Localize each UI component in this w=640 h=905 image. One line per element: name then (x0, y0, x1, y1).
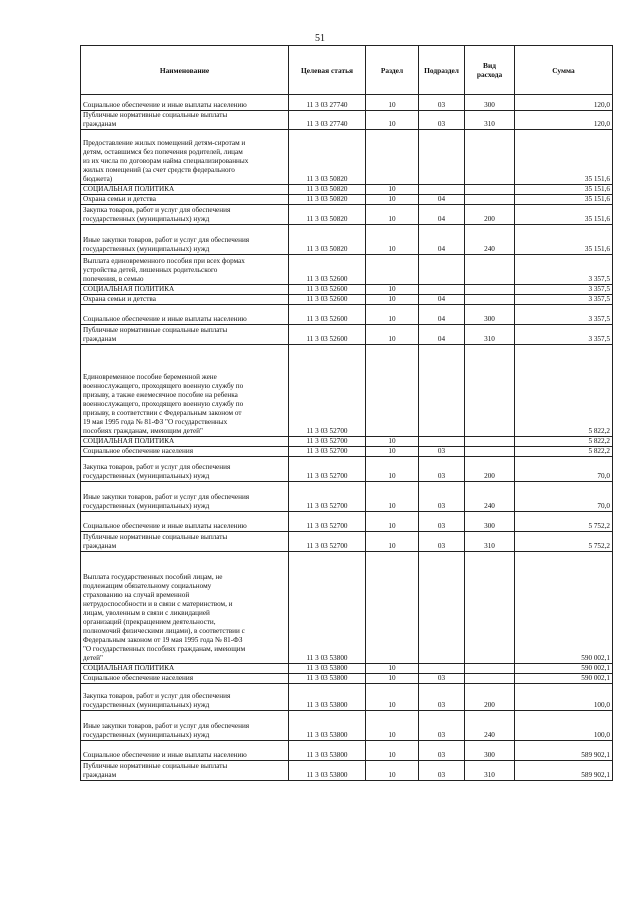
row-subsection: 03 (419, 711, 465, 741)
row-name: Выплата государственных пособий лицам, не подлежащим обязательному социальному страхованию на случай временной нетрудоспособности и в связи с материнством, и лицам, уволенным в связи с ликвидацией организаций (прекращением деятельности, полномочий физическими лицами), в соответствии с Федеральным законом от 19 мая 1995 года № 81-ФЗ "О государственных пособиях гражданам, имеющим детей" (81, 552, 289, 664)
table-row (81, 741, 613, 761)
table-header (81, 46, 613, 95)
row-amount: 590 002,1 (515, 674, 613, 684)
row-expense-type: 310 (465, 325, 515, 345)
table-row (81, 111, 613, 130)
table-row (81, 345, 613, 437)
row-subsection (419, 664, 465, 674)
table-row (81, 285, 613, 295)
table-row (81, 130, 613, 185)
row-subsection: 03 (419, 674, 465, 684)
row-amount: 590 002,1 (515, 664, 613, 674)
row-section: 10 (366, 457, 419, 482)
row-expense-type: 310 (465, 532, 515, 552)
header-amount: Сумма (515, 46, 613, 95)
row-target-article: 11 3 03 52700 (289, 457, 366, 482)
row-amount: 100,0 (515, 711, 613, 741)
row-amount: 5 752,2 (515, 532, 613, 552)
row-section: 10 (366, 674, 419, 684)
row-expense-type (465, 185, 515, 195)
row-section: 10 (366, 305, 419, 325)
row-expense-type (465, 345, 515, 437)
row-section (366, 255, 419, 285)
row-expense-type (465, 664, 515, 674)
table-row (81, 447, 613, 457)
row-expense-type: 200 (465, 205, 515, 225)
row-subsection (419, 285, 465, 295)
table-row (81, 185, 613, 195)
row-name: Выплата единовременного пособия при всех формах устройства детей, лишенных родительского попечения, в семью (81, 255, 289, 285)
row-amount: 589 902,1 (515, 741, 613, 761)
row-subsection (419, 130, 465, 185)
row-expense-type: 310 (465, 111, 515, 130)
table-row (81, 255, 613, 285)
row-name: Единовременное пособие беременной жене военнослужащего, проходящего военную службу по призыву, а также ежемесячное пособие на ребенка военнослужащего, проходящего военную службу по призыву, в соответствии с Федеральным законом от 19 мая 1995 года № 81-ФЗ "О государственных пособиях гражданам, имеющим детей" (81, 345, 289, 437)
row-section: 10 (366, 664, 419, 674)
row-name: Иные закупки товаров, работ и услуг для обеспечения государственных (муниципальных) нужд (81, 482, 289, 512)
table-row (81, 295, 613, 305)
header-expense-type: Вид расхода (465, 46, 515, 95)
row-section: 10 (366, 512, 419, 532)
row-name: Охрана семьи и детства (81, 295, 289, 305)
row-name: СОЦИАЛЬНАЯ ПОЛИТИКА (81, 285, 289, 295)
row-name: СОЦИАЛЬНАЯ ПОЛИТИКА (81, 437, 289, 447)
row-expense-type (465, 674, 515, 684)
row-target-article: 11 3 03 50820 (289, 205, 366, 225)
table-row (81, 532, 613, 552)
row-section: 10 (366, 225, 419, 255)
header-row (81, 46, 613, 95)
row-section (366, 552, 419, 664)
row-expense-type (465, 130, 515, 185)
row-subsection (419, 185, 465, 195)
row-subsection: 03 (419, 111, 465, 130)
row-expense-type: 300 (465, 512, 515, 532)
row-target-article: 11 3 03 50820 (289, 130, 366, 185)
table-body (81, 95, 613, 781)
row-section: 10 (366, 711, 419, 741)
row-target-article: 11 3 03 27740 (289, 111, 366, 130)
row-name: Охрана семьи и детства (81, 195, 289, 205)
row-amount: 589 902,1 (515, 761, 613, 781)
row-subsection: 03 (419, 95, 465, 111)
row-section (366, 130, 419, 185)
row-section: 10 (366, 482, 419, 512)
row-target-article: 11 3 03 27740 (289, 95, 366, 111)
row-subsection (419, 255, 465, 285)
row-section: 10 (366, 205, 419, 225)
row-amount: 35 151,6 (515, 225, 613, 255)
table-row (81, 457, 613, 482)
row-target-article: 11 3 03 52700 (289, 482, 366, 512)
row-target-article: 11 3 03 52600 (289, 255, 366, 285)
row-target-article: 11 3 03 52700 (289, 437, 366, 447)
row-expense-type: 300 (465, 741, 515, 761)
row-target-article: 11 3 03 52700 (289, 512, 366, 532)
row-amount: 35 151,6 (515, 185, 613, 195)
row-name: Закупка товаров, работ и услуг для обеспечения государственных (муниципальных) нужд (81, 684, 289, 711)
row-name: Социальное обеспечение и иные выплаты населению (81, 95, 289, 111)
row-subsection: 04 (419, 325, 465, 345)
row-expense-type (465, 195, 515, 205)
row-expense-type: 240 (465, 225, 515, 255)
table-row (81, 305, 613, 325)
row-amount: 5 822,2 (515, 447, 613, 457)
table-row (81, 225, 613, 255)
row-subsection (419, 437, 465, 447)
row-target-article: 11 3 03 52600 (289, 285, 366, 295)
row-subsection: 04 (419, 305, 465, 325)
row-section: 10 (366, 532, 419, 552)
row-amount: 3 357,5 (515, 325, 613, 345)
header-section: Раздел (366, 46, 419, 95)
row-section (366, 345, 419, 437)
row-name: Публичные нормативные социальные выплаты гражданам (81, 325, 289, 345)
row-section: 10 (366, 761, 419, 781)
page-number: 51 (315, 33, 325, 44)
row-target-article: 11 3 03 53800 (289, 552, 366, 664)
row-subsection (419, 345, 465, 437)
row-name: СОЦИАЛЬНАЯ ПОЛИТИКА (81, 185, 289, 195)
row-amount: 120,0 (515, 111, 613, 130)
row-name: Иные закупки товаров, работ и услуг для обеспечения государственных (муниципальных) нужд (81, 711, 289, 741)
row-subsection: 03 (419, 532, 465, 552)
row-amount: 5 822,2 (515, 437, 613, 447)
row-amount: 590 002,1 (515, 552, 613, 664)
row-target-article: 11 3 03 53800 (289, 741, 366, 761)
row-amount: 3 357,5 (515, 305, 613, 325)
row-expense-type: 300 (465, 95, 515, 111)
table-row (81, 711, 613, 741)
row-expense-type: 200 (465, 457, 515, 482)
row-amount: 35 151,6 (515, 195, 613, 205)
row-amount: 3 357,5 (515, 295, 613, 305)
table-row (81, 552, 613, 664)
budget-table (80, 45, 613, 781)
row-section: 10 (366, 195, 419, 205)
row-section: 10 (366, 295, 419, 305)
row-amount: 3 357,5 (515, 285, 613, 295)
row-expense-type (465, 552, 515, 664)
row-subsection: 04 (419, 295, 465, 305)
row-section: 10 (366, 437, 419, 447)
row-target-article: 11 3 03 52700 (289, 532, 366, 552)
table-row (81, 437, 613, 447)
header-subsection: Подраздел (419, 46, 465, 95)
table-row (81, 482, 613, 512)
row-section: 10 (366, 111, 419, 130)
row-amount: 3 357,5 (515, 255, 613, 285)
row-section: 10 (366, 95, 419, 111)
row-target-article: 11 3 03 52700 (289, 345, 366, 437)
row-subsection: 03 (419, 741, 465, 761)
row-subsection: 03 (419, 447, 465, 457)
table-row (81, 512, 613, 532)
row-target-article: 11 3 03 52600 (289, 305, 366, 325)
row-expense-type (465, 447, 515, 457)
table-row (81, 325, 613, 345)
row-name: Иные закупки товаров, работ и услуг для обеспечения государственных (муниципальных) нужд (81, 225, 289, 255)
row-expense-type: 240 (465, 482, 515, 512)
row-amount: 70,0 (515, 482, 613, 512)
row-target-article: 11 3 03 50820 (289, 195, 366, 205)
row-name: Предоставление жилых помещений детям-сиротам и детям, оставшимся без попечения родителей, лицам из их числа по договорам найма специализированных жилых помещений (за счет средств федерального бюджета) (81, 130, 289, 185)
row-name: Социальное обеспечение и иные выплаты населению (81, 512, 289, 532)
header-target-article: Целевая статья (289, 46, 366, 95)
row-expense-type: 300 (465, 305, 515, 325)
row-subsection: 03 (419, 512, 465, 532)
table-row (81, 205, 613, 225)
row-subsection: 03 (419, 457, 465, 482)
row-name: СОЦИАЛЬНАЯ ПОЛИТИКА (81, 664, 289, 674)
row-section: 10 (366, 325, 419, 345)
table-row (81, 684, 613, 711)
row-amount: 100,0 (515, 684, 613, 711)
row-subsection: 04 (419, 195, 465, 205)
row-section: 10 (366, 285, 419, 295)
row-amount: 120,0 (515, 95, 613, 111)
row-amount: 35 151,6 (515, 130, 613, 185)
row-target-article: 11 3 03 52700 (289, 447, 366, 457)
row-name: Публичные нормативные социальные выплаты гражданам (81, 111, 289, 130)
row-amount: 5 822,2 (515, 345, 613, 437)
row-section: 10 (366, 684, 419, 711)
row-target-article: 11 3 03 53800 (289, 684, 366, 711)
row-target-article: 11 3 03 52600 (289, 295, 366, 305)
row-name: Социальное обеспечение и иные выплаты населению (81, 741, 289, 761)
row-subsection: 04 (419, 225, 465, 255)
row-expense-type (465, 437, 515, 447)
row-target-article: 11 3 03 50820 (289, 225, 366, 255)
row-subsection: 03 (419, 482, 465, 512)
row-subsection: 03 (419, 761, 465, 781)
row-expense-type: 200 (465, 684, 515, 711)
row-name: Публичные нормативные социальные выплаты гражданам (81, 761, 289, 781)
row-name: Социальное обеспечение и иные выплаты населению (81, 305, 289, 325)
table-row (81, 195, 613, 205)
row-target-article: 11 3 03 53800 (289, 761, 366, 781)
row-amount: 35 151,6 (515, 205, 613, 225)
row-name: Закупка товаров, работ и услуг для обеспечения государственных (муниципальных) нужд (81, 457, 289, 482)
row-target-article: 11 3 03 50820 (289, 185, 366, 195)
row-name: Социальное обеспечение населения (81, 674, 289, 684)
row-name: Публичные нормативные социальные выплаты гражданам (81, 532, 289, 552)
row-expense-type: 310 (465, 761, 515, 781)
table-row (81, 664, 613, 674)
row-subsection (419, 552, 465, 664)
row-section: 10 (366, 447, 419, 457)
row-amount: 70,0 (515, 457, 613, 482)
row-name: Социальное обеспечение населения (81, 447, 289, 457)
table-row (81, 674, 613, 684)
row-target-article: 11 3 03 53800 (289, 664, 366, 674)
row-subsection: 03 (419, 684, 465, 711)
table-row (81, 761, 613, 781)
row-subsection: 04 (419, 205, 465, 225)
row-expense-type (465, 255, 515, 285)
row-section: 10 (366, 741, 419, 761)
row-target-article: 11 3 03 53800 (289, 711, 366, 741)
row-target-article: 11 3 03 53800 (289, 674, 366, 684)
row-expense-type: 240 (465, 711, 515, 741)
row-name: Закупка товаров, работ и услуг для обеспечения государственных (муниципальных) нужд (81, 205, 289, 225)
row-expense-type (465, 285, 515, 295)
row-target-article: 11 3 03 52600 (289, 325, 366, 345)
row-amount: 5 752,2 (515, 512, 613, 532)
row-expense-type (465, 295, 515, 305)
row-section: 10 (366, 185, 419, 195)
table-row (81, 95, 613, 111)
header-name: Наименование (81, 46, 289, 95)
